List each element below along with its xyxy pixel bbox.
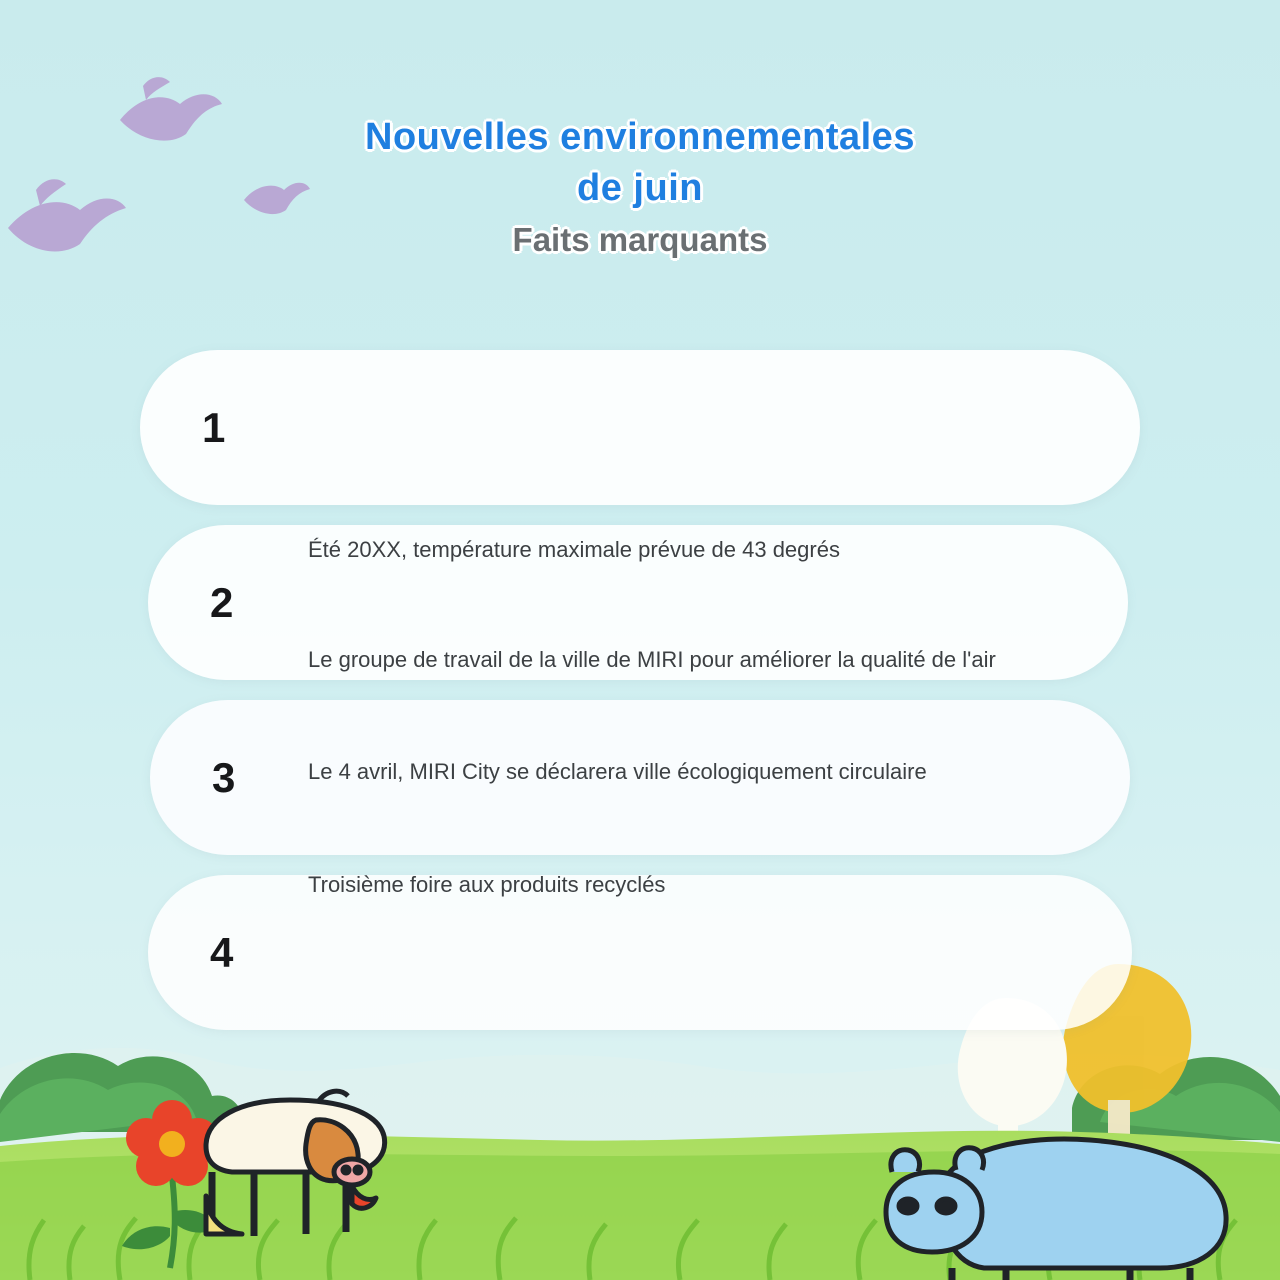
- item-card-1[interactable]: [140, 350, 1140, 505]
- item-text-3: Le 4 avril, MIRI City se déclarera ville écologiquement circulaire: [308, 759, 927, 784]
- title-block: [0, 112, 1280, 259]
- item-number: 2: [210, 578, 234, 626]
- item-number: 4: [210, 928, 234, 976]
- item-number: 1: [202, 403, 226, 451]
- list-item: [0, 350, 1280, 525]
- page-subtitle: Faits marquants: [512, 220, 768, 258]
- items-list: [0, 350, 1280, 1050]
- page-title-line2: de juin: [577, 167, 703, 210]
- item-text-4: Troisième foire aux produits recyclés: [308, 872, 666, 897]
- list-item: [0, 875, 1280, 1050]
- item-number: 3: [212, 753, 236, 801]
- item-text-2: Le groupe de travail de la ville de MIRI pour améliorer la qualité de l'air: [308, 647, 996, 672]
- list-item: [0, 700, 1280, 875]
- page-title-line1: Nouvelles environnementales: [365, 116, 915, 158]
- item-text-1: Été 20XX, température maximale prévue de 43 degrés: [308, 537, 840, 562]
